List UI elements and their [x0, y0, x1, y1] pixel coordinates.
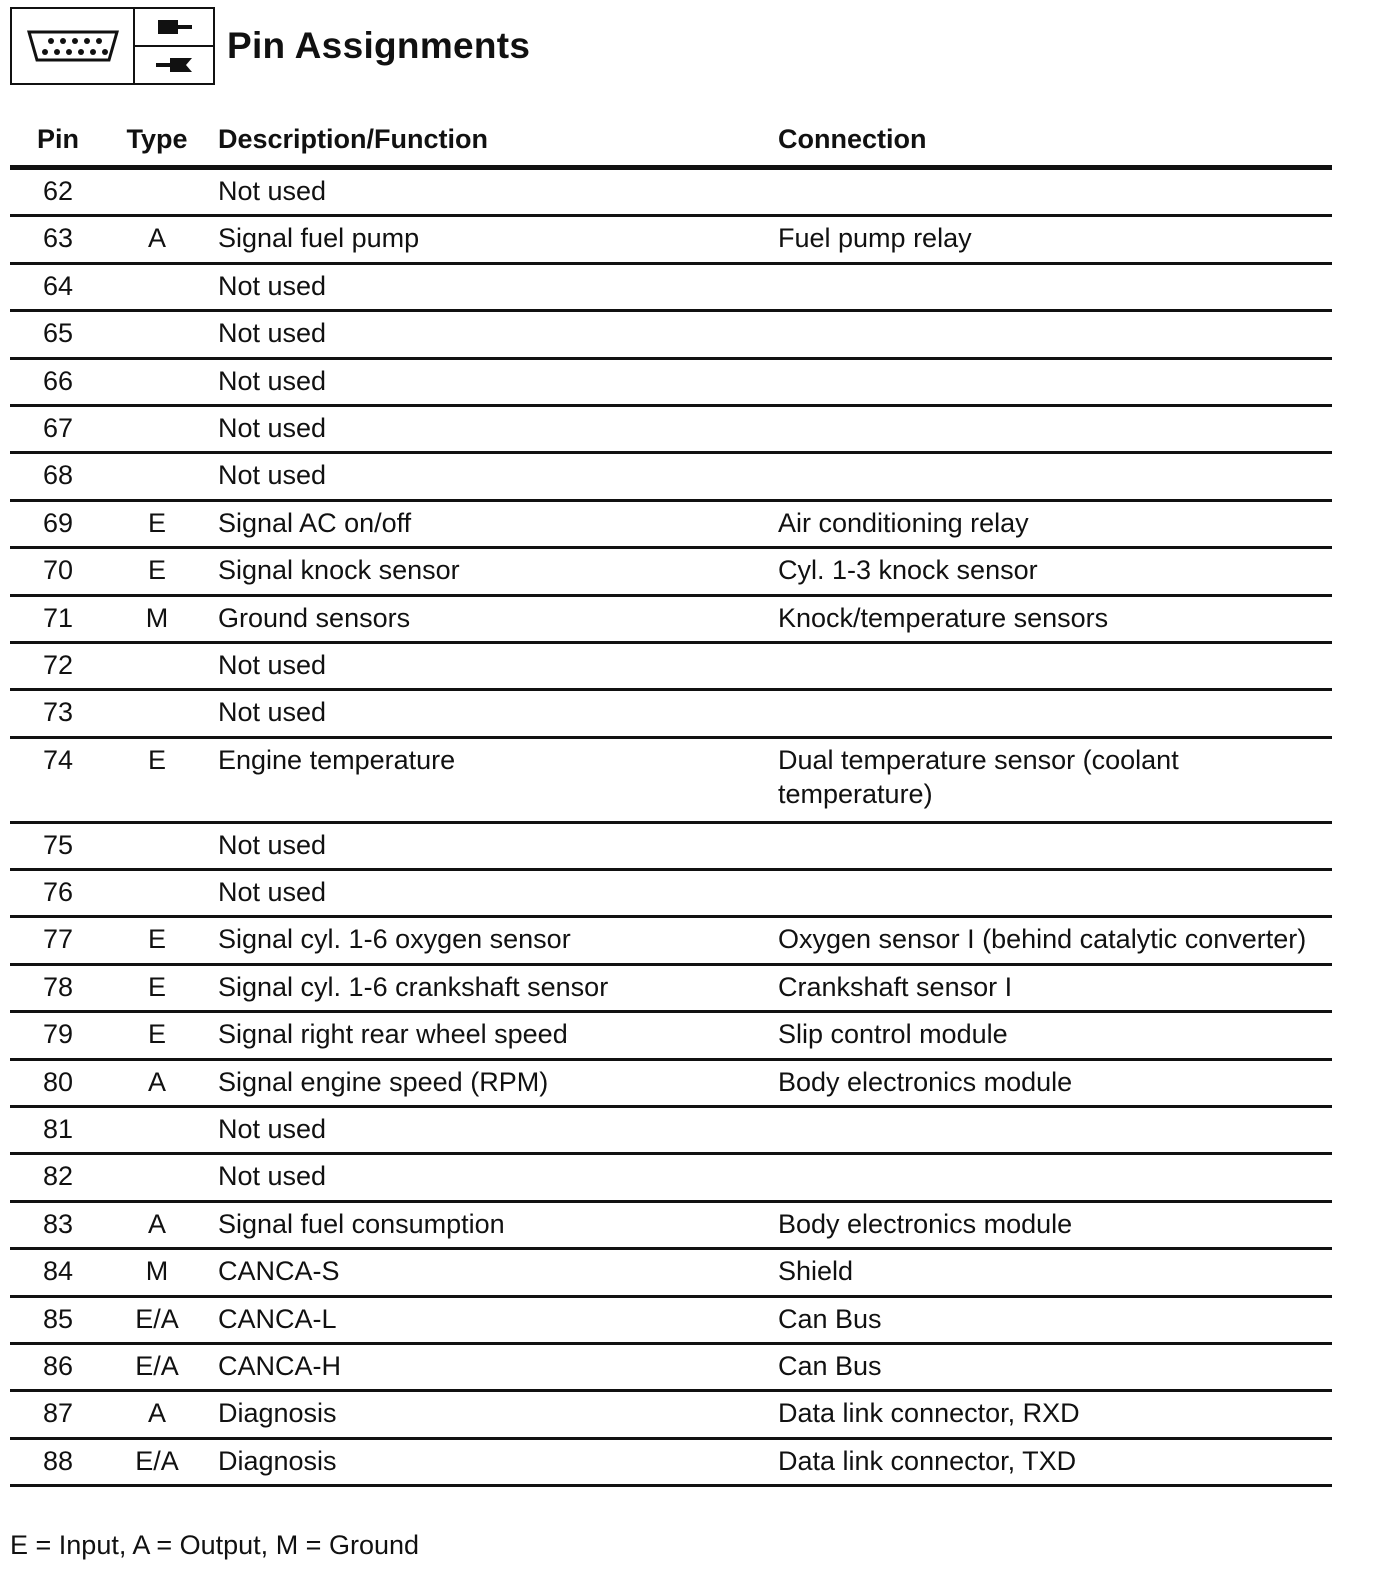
cell-type: E	[147, 971, 166, 1002]
cell-pin: 62	[42, 176, 74, 206]
cell-description: Signal fuel pump	[218, 223, 420, 254]
table-row	[10, 1108, 1332, 1155]
cell-pin: 88	[42, 1445, 74, 1476]
cell-description: Diagnosis	[218, 1398, 337, 1429]
cell-pin: 72	[42, 649, 74, 680]
cell-description: Not used	[218, 829, 327, 860]
column-header-connection: Connection	[778, 124, 927, 154]
cell-connection: Cyl. 1-3 knock sensor	[778, 555, 1038, 586]
cell-description: Signal cyl. 1-6 oxygen sensor	[218, 924, 571, 955]
table-body	[10, 170, 1332, 1487]
cell-pin: 71	[42, 602, 74, 633]
table-row	[10, 170, 1332, 217]
table-row	[10, 1250, 1332, 1297]
table-row	[10, 1440, 1332, 1487]
table-row	[10, 966, 1332, 1013]
cell-description: Not used	[218, 877, 327, 908]
table-row	[10, 739, 1332, 824]
table-row	[10, 1061, 1332, 1108]
cell-pin: 69	[42, 507, 74, 538]
cell-pin: 82	[42, 1161, 74, 1192]
cell-type: A	[147, 1208, 166, 1239]
column-header-pin: Pin	[36, 124, 79, 154]
cell-description: Not used	[218, 649, 327, 680]
cell-connection: Knock/temperature sensors	[778, 602, 1109, 633]
cell-pin: 78	[42, 971, 74, 1002]
cell-description: Diagnosis	[218, 1445, 337, 1476]
cell-description: Not used	[218, 1161, 327, 1192]
cell-connection: Shield	[778, 1256, 854, 1287]
cell-type: E	[147, 507, 166, 538]
cell-description: Signal engine speed (RPM)	[218, 1066, 549, 1097]
cell-type: E/A	[135, 1445, 179, 1476]
cell-type: M	[145, 602, 169, 633]
cell-type: E	[147, 1019, 166, 1050]
table-row	[10, 1392, 1332, 1439]
cell-pin: 79	[42, 1019, 74, 1050]
cell-type: E/A	[135, 1350, 179, 1381]
cell-description: CANCA-L	[218, 1303, 337, 1334]
cell-pin: 86	[42, 1350, 74, 1381]
table-row	[10, 824, 1332, 871]
cell-type: E/A	[135, 1303, 179, 1334]
table-row	[10, 1155, 1332, 1202]
plug-in-icon	[135, 9, 213, 47]
cell-description: Not used	[218, 176, 327, 206]
connector-icon	[12, 9, 135, 83]
cell-description: Signal cyl. 1-6 crankshaft sensor	[218, 971, 609, 1002]
cell-pin: 80	[42, 1066, 74, 1097]
table-row	[10, 1013, 1332, 1060]
table-row	[10, 265, 1332, 312]
table-row	[10, 360, 1332, 407]
cell-type: E	[147, 924, 166, 955]
cell-description: CANCA-S	[218, 1256, 340, 1287]
pin-table	[10, 122, 1332, 1487]
page-header	[10, 6, 530, 86]
cell-connection: Data link connector, TXD	[778, 1445, 1077, 1476]
cell-connection: Fuel pump relay	[778, 223, 972, 254]
table-row	[10, 871, 1332, 918]
table-row	[10, 454, 1332, 501]
cell-pin: 70	[42, 555, 74, 586]
cell-type: E	[147, 555, 166, 586]
cell-description: Not used	[218, 697, 327, 728]
table-row	[10, 549, 1332, 596]
cell-description: Not used	[218, 365, 327, 396]
cell-description: Signal right rear wheel speed	[218, 1019, 568, 1050]
cell-connection: Oxygen sensor I (behind catalytic converter)	[778, 924, 1307, 955]
cell-connection: Crankshaft sensor I	[778, 971, 1013, 1002]
column-header-description: Description/Function	[218, 124, 488, 154]
cell-pin: 81	[42, 1114, 74, 1145]
cell-pin: 83	[42, 1208, 74, 1239]
cell-pin: 76	[42, 877, 74, 908]
cell-description: Not used	[218, 1114, 327, 1145]
cell-pin: 75	[42, 829, 74, 860]
table-row	[10, 217, 1332, 264]
table-row	[10, 407, 1332, 454]
cell-connection: Dual temperature sensor (coolant temperature)	[778, 744, 1179, 809]
cell-connection: Body electronics module	[778, 1208, 1073, 1239]
plug-out-icon	[135, 47, 213, 83]
table-row	[10, 312, 1332, 359]
cell-type: M	[145, 1256, 169, 1287]
cell-pin: 65	[42, 318, 74, 349]
cell-type: A	[147, 223, 166, 254]
cell-pin: 64	[42, 270, 74, 301]
cell-pin: 68	[42, 460, 74, 491]
cell-description: Not used	[218, 318, 327, 349]
table-row	[10, 1298, 1332, 1345]
table-header	[10, 122, 1332, 170]
cell-connection: Body electronics module	[778, 1066, 1073, 1097]
cell-description: Engine temperature	[218, 744, 456, 775]
table-row	[10, 502, 1332, 549]
cell-description: Not used	[218, 270, 327, 301]
table-row	[10, 1203, 1332, 1250]
cell-pin: 85	[42, 1303, 74, 1334]
cell-pin: 67	[42, 412, 74, 443]
table-row	[10, 597, 1332, 644]
cell-type: E	[147, 744, 166, 775]
cell-description: Ground sensors	[218, 602, 411, 633]
cell-pin: 73	[42, 697, 74, 728]
cell-connection: Data link connector, RXD	[778, 1398, 1080, 1429]
cell-connection: Can Bus	[778, 1303, 882, 1334]
cell-pin: 66	[42, 365, 74, 396]
connector-icon-box	[10, 7, 215, 85]
cell-connection: Can Bus	[778, 1350, 882, 1381]
cell-description: Not used	[218, 412, 327, 443]
cell-connection: Slip control module	[778, 1019, 1008, 1050]
cell-connection: Air conditioning relay	[778, 507, 1029, 538]
table-row	[10, 691, 1332, 738]
cell-pin: 74	[42, 744, 74, 775]
column-header-type: Type	[126, 124, 188, 154]
cell-type: A	[147, 1066, 166, 1097]
cell-description: Signal AC on/off	[218, 507, 412, 538]
cell-pin: 87	[42, 1398, 74, 1429]
cell-description: Signal fuel consumption	[218, 1208, 505, 1239]
table-row	[10, 644, 1332, 691]
table-row	[10, 1345, 1332, 1392]
cell-pin: 77	[42, 924, 74, 955]
cell-pin: 63	[42, 223, 74, 254]
cell-description: Signal knock sensor	[218, 555, 460, 586]
legend: E = Input, A = Output, M = Ground	[10, 1530, 420, 1560]
cell-pin: 84	[42, 1256, 74, 1287]
cell-type: A	[147, 1398, 166, 1429]
plug-icons	[135, 9, 213, 83]
page-title: Pin Assignments	[227, 25, 531, 66]
table-row	[10, 918, 1332, 965]
cell-description: CANCA-H	[218, 1350, 342, 1381]
cell-description: Not used	[218, 460, 327, 491]
